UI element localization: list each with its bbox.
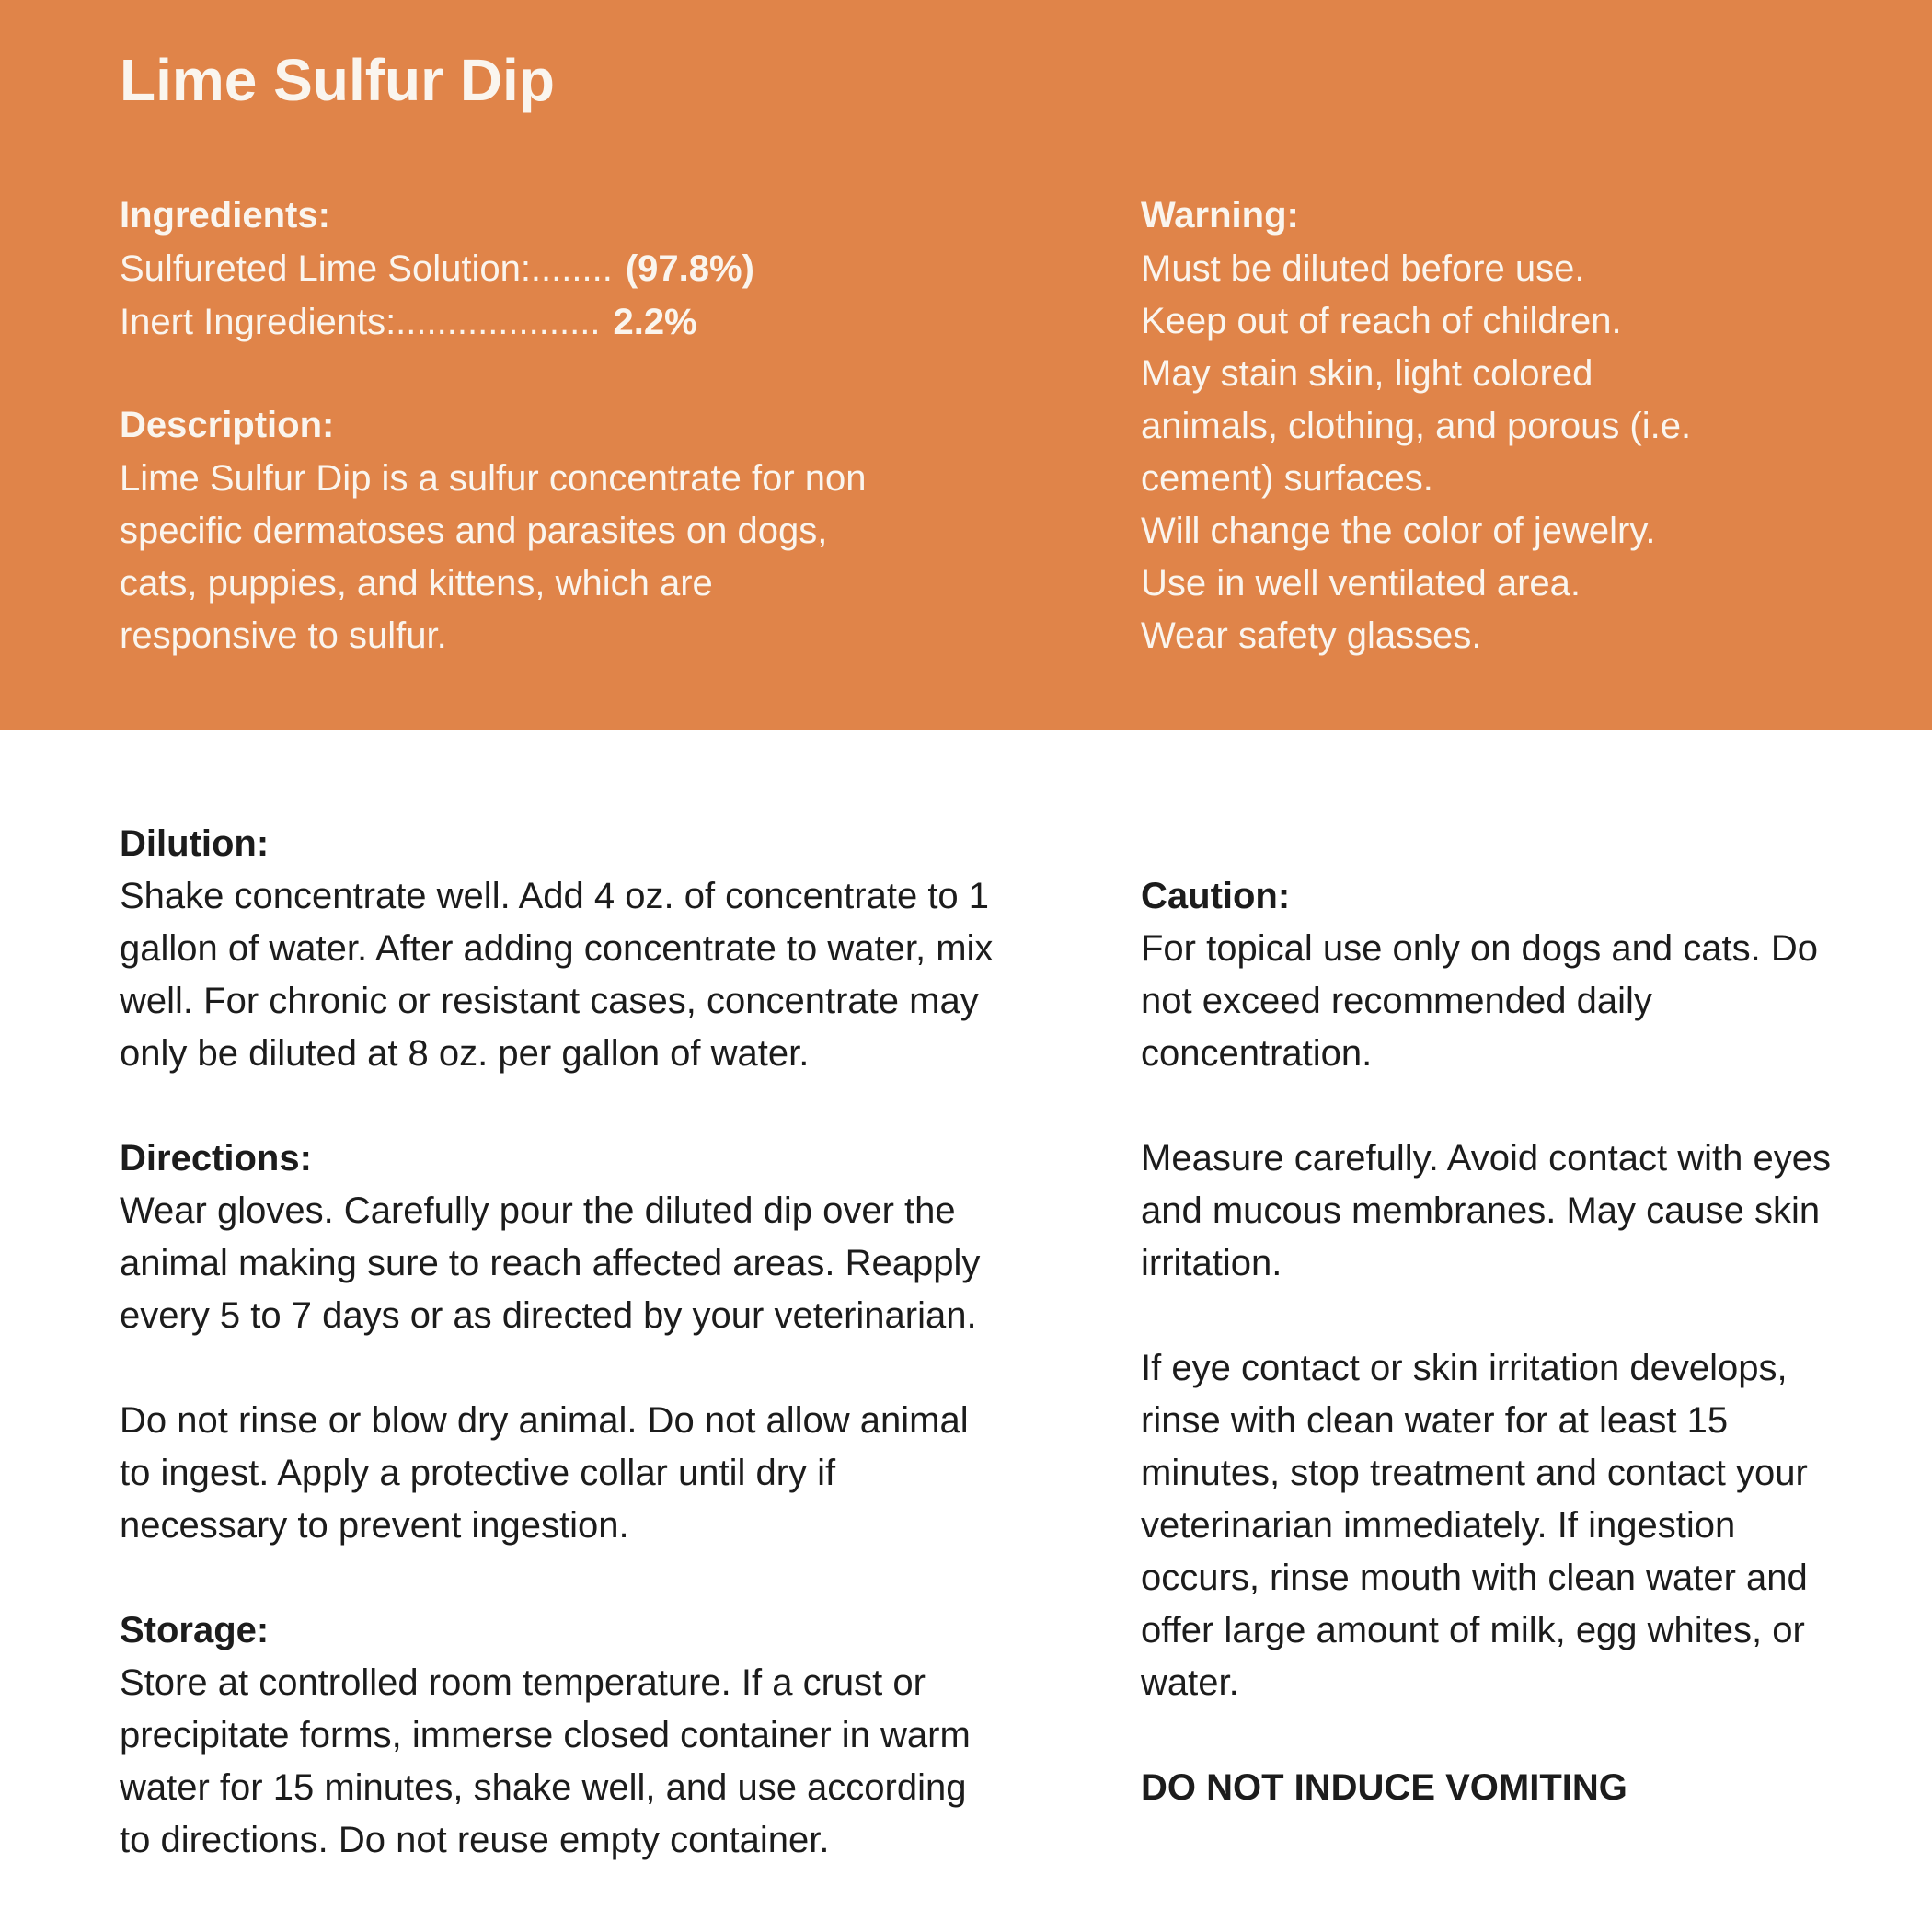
- directions-line: Wear gloves. Carefully pour the diluted dip over the: [120, 1190, 956, 1231]
- description-line: cats, puppies, and kittens, which are: [120, 563, 713, 604]
- warning-line: animals, clothing, and porous (i.e.: [1141, 406, 1692, 446]
- dilution-line: Shake concentrate well. Add 4 oz. of concentrate to 1: [120, 876, 990, 916]
- directions-heading: Directions:: [120, 1138, 312, 1179]
- storage-line: precipitate forms, immerse closed container in warm: [120, 1715, 971, 1755]
- product-title: Lime Sulfur Dip: [120, 47, 555, 113]
- directions-line: Do not rinse or blow dry animal. Do not allow animal: [120, 1400, 969, 1441]
- caution-line: rinse with clean water for at least 15: [1141, 1400, 1729, 1441]
- caution-line: concentration.: [1141, 1033, 1373, 1074]
- directions-line: every 5 to 7 days or as directed by your veterinarian.: [120, 1295, 977, 1336]
- warning-line: Use in well ventilated area.: [1141, 563, 1581, 604]
- warning-heading: Warning:: [1141, 195, 1299, 236]
- ingredient-value: 2.2%: [613, 302, 697, 342]
- directions-line: necessary to prevent ingestion.: [120, 1505, 629, 1546]
- warning-line: Must be diluted before use.: [1141, 248, 1585, 289]
- storage-heading: Storage:: [120, 1610, 270, 1650]
- caution-heading: Caution:: [1141, 876, 1291, 916]
- storage-line: Store at controlled room temperature. If a crust or: [120, 1662, 926, 1703]
- description-line: Lime Sulfur Dip is a sulfur concentrate for non: [120, 458, 867, 499]
- dilution-line: only be diluted at 8 oz. per gallon of water.: [120, 1033, 810, 1074]
- storage-line: water for 15 minutes, shake well, and use according: [120, 1767, 967, 1808]
- caution-line: occurs, rinse mouth with clean water and: [1141, 1558, 1808, 1598]
- caution-line: offer large amount of milk, egg whites, or: [1141, 1610, 1805, 1650]
- description-line: specific dermatoses and parasites on dogs,: [120, 511, 828, 551]
- warning-line: Will change the color of jewelry.: [1141, 511, 1656, 551]
- ingredients-row: [120, 243, 754, 295]
- warning-line: Wear safety glasses.: [1141, 615, 1482, 656]
- caution-line: For topical use only on dogs and cats. Do: [1141, 928, 1818, 969]
- warning-line: May stain skin, light colored: [1141, 353, 1593, 394]
- ingredient-label: Inert Ingredients:....................: [120, 302, 601, 342]
- description-heading: Description:: [120, 405, 335, 445]
- ingredient-value: (97.8%): [625, 248, 754, 289]
- ingredient-label: Sulfureted Lime Solution:........: [120, 248, 613, 289]
- description-line: responsive to sulfur.: [120, 615, 447, 656]
- caution-line: and mucous membranes. May cause skin: [1141, 1190, 1821, 1231]
- warning-line: Keep out of reach of children.: [1141, 301, 1622, 341]
- ingredients-row: [120, 296, 697, 349]
- directions-line: animal making sure to reach affected areas. Reapply: [120, 1243, 981, 1283]
- caution-line: minutes, stop treatment and contact your: [1141, 1453, 1808, 1493]
- dilution-line: gallon of water. After adding concentrate to water, mix: [120, 928, 994, 969]
- caution-line: Measure carefully. Avoid contact with eyes: [1141, 1138, 1831, 1179]
- caution-line: veterinarian immediately. If ingestion: [1141, 1505, 1736, 1546]
- warning-line: cement) surfaces.: [1141, 458, 1433, 499]
- caution-line: irritation.: [1141, 1243, 1282, 1283]
- caution-line: If eye contact or skin irritation develops,: [1141, 1348, 1788, 1388]
- ingredients-heading: Ingredients:: [120, 195, 330, 236]
- caution-line: not exceed recommended daily: [1141, 981, 1652, 1021]
- dilution-line: well. For chronic or resistant cases, concentrate may: [120, 981, 979, 1021]
- directions-line: to ingest. Apply a protective collar until dry if: [120, 1453, 836, 1493]
- dilution-heading: Dilution:: [120, 823, 270, 864]
- storage-line: to directions. Do not reuse empty container.: [120, 1820, 830, 1860]
- do-not-induce-vomiting-warning: DO NOT INDUCE VOMITING: [1141, 1767, 1627, 1808]
- caution-line: water.: [1141, 1662, 1239, 1703]
